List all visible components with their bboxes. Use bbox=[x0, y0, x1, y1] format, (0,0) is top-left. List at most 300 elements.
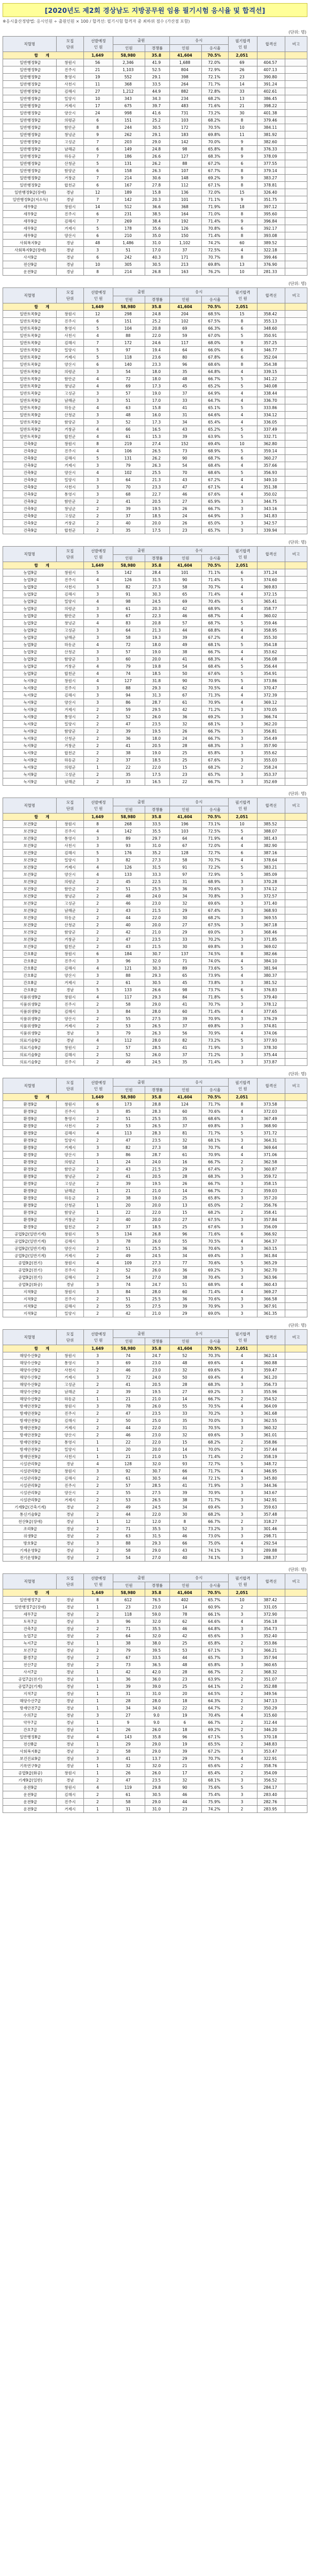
cell-rate: 72.0% bbox=[202, 842, 229, 850]
cell-cut: 372.90 bbox=[257, 1611, 285, 1618]
table-row bbox=[3, 1741, 307, 1748]
cell-apply: 71 bbox=[113, 1625, 145, 1633]
cell-rate: 70.2% bbox=[202, 1410, 229, 1417]
cell-ratio: 20.5 bbox=[145, 742, 169, 750]
cell-pass: 3 bbox=[228, 878, 257, 886]
cell-cut: 357.90 bbox=[257, 742, 285, 750]
cell-cut: 346.95 bbox=[257, 1468, 285, 1475]
cell-job: 보건7급 bbox=[3, 1647, 57, 1654]
cell-apply: 94 bbox=[113, 692, 145, 699]
cell-apply: 60 bbox=[113, 656, 145, 663]
cell-apply: 55 bbox=[113, 1489, 145, 1497]
cell-apply: 21 bbox=[113, 1453, 145, 1461]
table-row bbox=[3, 376, 307, 383]
table-row bbox=[3, 426, 307, 433]
cell-recruit: 27 bbox=[84, 88, 113, 95]
cell-attend: 31 bbox=[169, 1425, 202, 1432]
cell-ratio: 19.3 bbox=[145, 634, 169, 641]
cell-pass: 15 bbox=[228, 311, 257, 318]
table-row bbox=[3, 1755, 307, 1762]
cell-apply: 79 bbox=[113, 663, 145, 670]
cell-attend: 213 bbox=[169, 261, 202, 268]
cell-attend: 25 bbox=[169, 1683, 202, 1690]
cell-pass: 5 bbox=[228, 376, 257, 383]
cell-rate: 71.6% bbox=[202, 103, 229, 110]
cell-pass: 2 bbox=[228, 1719, 257, 1726]
cell-cut: 346.20 bbox=[257, 1726, 285, 1734]
cell-cut: 352.69 bbox=[257, 778, 285, 786]
cell-remark bbox=[285, 1260, 307, 1267]
cell-remark bbox=[285, 376, 307, 383]
cell-rate: 66.1% bbox=[202, 1611, 229, 1618]
cell-job: 일반행정9급 bbox=[3, 81, 57, 88]
cell-job: 보건진료9급 bbox=[3, 1755, 57, 1762]
cell-pass: 5 bbox=[228, 641, 257, 649]
cell-recruit: 3 bbox=[84, 692, 113, 699]
header-apply-rate: 경쟁률 bbox=[145, 45, 169, 52]
cell-apply: 39 bbox=[113, 505, 145, 513]
cell-remark bbox=[285, 1281, 307, 1289]
cell-cut: 358.15 bbox=[257, 1180, 285, 1188]
cell-rate: 66.7% bbox=[202, 376, 229, 383]
cell-attend: 91 bbox=[169, 864, 202, 871]
cell-apply: 131 bbox=[113, 455, 145, 462]
cell-pass: 3 bbox=[228, 714, 257, 721]
cell-remark bbox=[285, 1180, 307, 1188]
cell-region: 김해시 bbox=[56, 1052, 84, 1059]
cell-remark bbox=[285, 1762, 307, 1770]
cell-cut: 341.22 bbox=[257, 376, 285, 383]
cell-recruit: 2 bbox=[84, 1180, 113, 1188]
cell-recruit: 2 bbox=[84, 1388, 113, 1396]
cell-pass: 3 bbox=[228, 1303, 257, 1310]
cell-apply: 109 bbox=[113, 1260, 145, 1267]
cell-cut: 381.52 bbox=[257, 979, 285, 987]
cell-region: 양산시 bbox=[56, 1015, 84, 1023]
cell-apply: 36 bbox=[113, 1676, 145, 1683]
table-row bbox=[3, 757, 307, 764]
cell-recruit: 4 bbox=[84, 663, 113, 670]
cell-attend: 58 bbox=[169, 584, 202, 591]
cell-attend: 13 bbox=[169, 1202, 202, 1209]
cell-job: 일반행정9급 bbox=[3, 124, 57, 131]
cell-ratio: 17.3 bbox=[145, 419, 169, 426]
cell-attend: 23 bbox=[169, 527, 202, 534]
cell-ratio: 26.0 bbox=[145, 1403, 169, 1410]
cell-attend: 137 bbox=[169, 951, 202, 958]
cell-remark bbox=[285, 979, 307, 987]
cell-cut: 353.86 bbox=[257, 1640, 285, 1647]
cell-pass: 4 bbox=[228, 1238, 257, 1245]
cell-pass: 3 bbox=[228, 1388, 257, 1396]
cell-job: 일반토목9급 bbox=[3, 390, 57, 397]
table-row bbox=[3, 1654, 307, 1662]
cell-recruit: 3 bbox=[84, 1352, 113, 1360]
cell-recruit: 2 bbox=[84, 936, 113, 943]
cell-recruit: 2 bbox=[84, 750, 113, 757]
cell-rate: 67.2% bbox=[202, 634, 229, 641]
cell-remark bbox=[285, 721, 307, 728]
cell-rate: 70.9% bbox=[202, 1489, 229, 1497]
cell-job: 전산7급 bbox=[3, 1662, 57, 1669]
cell-ratio: 26.2 bbox=[145, 160, 169, 167]
cell-ratio: 25.2 bbox=[145, 117, 169, 124]
cell-job: 보건9급 bbox=[3, 864, 57, 871]
cell-cut: 350.91 bbox=[257, 332, 285, 340]
cell-rate: 68.2% bbox=[202, 95, 229, 103]
cell-recruit: 1 bbox=[84, 1202, 113, 1209]
cell-recruit: 4 bbox=[84, 677, 113, 685]
cell-attend: 51 bbox=[169, 1281, 202, 1289]
table-row bbox=[3, 1604, 307, 1611]
cell-recruit: 3 bbox=[84, 1108, 113, 1115]
cell-remark bbox=[285, 1052, 307, 1059]
table-row bbox=[3, 139, 307, 146]
cell-ratio: 22.0 bbox=[145, 1209, 169, 1216]
table-row bbox=[3, 1245, 307, 1252]
cell-recruit: 10 bbox=[84, 95, 113, 103]
cell-remark bbox=[285, 1468, 307, 1475]
cell-apply: 53 bbox=[113, 1123, 145, 1130]
cell-cut: 358.24 bbox=[257, 764, 285, 771]
cell-cut: 362.70 bbox=[257, 1267, 285, 1274]
cell-region: 하동군 bbox=[56, 404, 84, 412]
cell-job: 방재안전9급 bbox=[3, 1417, 57, 1425]
table-row bbox=[3, 1640, 307, 1647]
header-attend-rate: 응시율 bbox=[202, 806, 229, 814]
cell-cut: 354.09 bbox=[257, 1770, 285, 1777]
cell-region: 김해시 bbox=[56, 455, 84, 462]
cell-remark bbox=[285, 311, 307, 318]
cell-remark bbox=[285, 1705, 307, 1712]
table-row bbox=[3, 929, 307, 936]
page-title: [2020년도 제2회 경상남도 지방공무원 임용 필기시험 응시율 및 합격선] bbox=[3, 3, 307, 17]
cell-pass: 3 bbox=[228, 1748, 257, 1755]
cell-attend: 32 bbox=[169, 1432, 202, 1439]
cell-recruit: 4 bbox=[84, 332, 113, 340]
cell-region: 의령군 bbox=[56, 117, 84, 124]
cell-ratio: 34.0 bbox=[145, 1705, 169, 1712]
cell-ratio: 19.5 bbox=[145, 728, 169, 735]
cell-ratio: 30.5 bbox=[145, 1475, 169, 1482]
cell-cut: 355.03 bbox=[257, 757, 285, 764]
cell-recruit: 2 bbox=[84, 771, 113, 778]
cell-attend: 64 bbox=[169, 347, 202, 354]
cell-cut: 333.86 bbox=[257, 404, 285, 412]
header-cut: 합격선 bbox=[257, 37, 285, 52]
cell-ratio: 25.5 bbox=[145, 1245, 169, 1252]
table-row bbox=[3, 864, 307, 871]
cell-recruit: 1 bbox=[84, 1640, 113, 1647]
cell-job: 해양수산9급 bbox=[3, 1360, 57, 1367]
cell-cut: 381.43 bbox=[257, 835, 285, 842]
cell-ratio: 23.0 bbox=[145, 1432, 169, 1439]
cell-pass: 8 bbox=[228, 361, 257, 368]
cell-recruit: 8 bbox=[84, 440, 113, 448]
header-attend-count: 인원 bbox=[169, 1338, 202, 1345]
table-row bbox=[3, 218, 307, 225]
cell-pass: 3 bbox=[228, 1274, 257, 1281]
cell-job: 세무9급 bbox=[3, 211, 57, 218]
cell-apply: 52 bbox=[113, 419, 145, 426]
cell-region: 경남 bbox=[56, 1777, 84, 1784]
cell-ratio: 28.0 bbox=[145, 1289, 169, 1296]
table-row bbox=[3, 103, 307, 110]
total-row bbox=[3, 1345, 307, 1352]
cell-pass: 2 bbox=[228, 1698, 257, 1705]
cell-job: 환경9급 bbox=[3, 1151, 57, 1159]
cell-attend: 59 bbox=[169, 332, 202, 340]
cell-recruit: 2 bbox=[84, 914, 113, 922]
cell-region: 사천시 bbox=[56, 332, 84, 340]
cell-job: 농업9급 bbox=[3, 584, 57, 591]
table-row bbox=[3, 491, 307, 498]
cell-apply: 51 bbox=[113, 1245, 145, 1252]
cell-ratio: 36.0 bbox=[145, 1676, 169, 1683]
cell-ratio: 20.5 bbox=[145, 1173, 169, 1180]
table-row bbox=[3, 1719, 307, 1726]
cell-job: 운전9급 bbox=[3, 1799, 57, 1806]
cell-attend: 46 bbox=[169, 1625, 202, 1633]
cell-remark bbox=[285, 922, 307, 929]
cell-ratio: 25.5 bbox=[145, 1296, 169, 1303]
cell-region: 경남 bbox=[56, 240, 84, 247]
cell-ratio: 28.7 bbox=[145, 699, 169, 706]
cell-region: 거제시 bbox=[56, 1023, 84, 1030]
cell-rate: 64.7% bbox=[202, 1705, 229, 1712]
cell-cut: 342.57 bbox=[257, 520, 285, 527]
cell-apply: 38 bbox=[113, 1640, 145, 1647]
table-row bbox=[3, 1260, 307, 1267]
cell-cut: 360.02 bbox=[257, 613, 285, 620]
cell-recruit: 2 bbox=[84, 1267, 113, 1274]
cell-remark bbox=[285, 448, 307, 455]
cell-recruit: 2 bbox=[84, 520, 113, 527]
cell-apply: 298 bbox=[113, 311, 145, 318]
cell-rate: 65.6% bbox=[202, 1762, 229, 1770]
cell-recruit: 4 bbox=[84, 1784, 113, 1791]
cell-recruit: 2 bbox=[84, 979, 113, 987]
header-recruit: 선발예정 인 원 bbox=[84, 547, 113, 562]
cell-apply: 92 bbox=[113, 1468, 145, 1475]
cell-cut: 361.35 bbox=[257, 1310, 285, 1317]
total-cut bbox=[257, 562, 285, 569]
cell-cut: 361.20 bbox=[257, 1374, 285, 1381]
cell-pass: 5 bbox=[228, 670, 257, 677]
cell-apply: 52 bbox=[113, 1052, 145, 1059]
cell-pass: 3 bbox=[228, 1296, 257, 1303]
cell-apply: 79 bbox=[113, 1030, 145, 1037]
cell-region: 경남 bbox=[56, 1719, 84, 1726]
cell-cut: 353.62 bbox=[257, 649, 285, 656]
cell-region: 창원시 bbox=[56, 1101, 84, 1108]
cell-pass: 3 bbox=[228, 721, 257, 728]
cell-job: 환경9급 bbox=[3, 1209, 57, 1216]
table-row bbox=[3, 1238, 307, 1245]
table-row bbox=[3, 390, 307, 397]
cell-remark bbox=[285, 103, 307, 110]
cell-rate: 68.4% bbox=[202, 462, 229, 469]
cell-region: 고성군 bbox=[56, 627, 84, 634]
cell-region: 김해시 bbox=[56, 965, 84, 972]
cell-job: 일반행정9급 bbox=[3, 146, 57, 153]
total-attend: 41,604 bbox=[169, 562, 202, 569]
cell-region: 김해시 bbox=[56, 218, 84, 225]
cell-ratio: 26.8 bbox=[145, 268, 169, 276]
cell-apply: 44 bbox=[113, 914, 145, 922]
cell-job: 일반토목9급 bbox=[3, 361, 57, 368]
cell-apply: 66 bbox=[113, 426, 145, 433]
cell-job: 녹지9급 bbox=[3, 728, 57, 735]
cell-cut: 366.92 bbox=[257, 1231, 285, 1238]
cell-recruit: 3 bbox=[84, 390, 113, 397]
cell-apply: 113 bbox=[113, 1130, 145, 1137]
cell-ratio: 32.0 bbox=[145, 958, 169, 965]
cell-apply: 74 bbox=[113, 1352, 145, 1360]
cell-ratio: 39.7 bbox=[145, 103, 169, 110]
cell-pass: 2 bbox=[228, 1209, 257, 1216]
cell-rate: 63.9% bbox=[202, 433, 229, 440]
cell-job: 환경9급 bbox=[3, 1144, 57, 1151]
cell-ratio: 21.0 bbox=[145, 1188, 169, 1195]
cell-pass: 4 bbox=[228, 699, 257, 706]
cell-remark bbox=[285, 347, 307, 354]
cell-recruit: 4 bbox=[84, 383, 113, 390]
cell-rate: 70.3% bbox=[202, 1352, 229, 1360]
cell-ratio: 19.0 bbox=[145, 750, 169, 757]
header-apply-group: 출원 bbox=[113, 288, 169, 296]
cell-region: 경남 bbox=[56, 1741, 84, 1748]
cell-attend: 46 bbox=[169, 1533, 202, 1540]
cell-attend: 136 bbox=[169, 189, 202, 196]
cell-rate: 67.1% bbox=[202, 1734, 229, 1741]
cell-remark bbox=[285, 325, 307, 332]
cell-cut: 397.12 bbox=[257, 204, 285, 211]
cell-cut: 322.18 bbox=[257, 247, 285, 254]
cell-remark bbox=[285, 936, 307, 943]
table-section bbox=[3, 29, 307, 276]
cell-region: 창원시 bbox=[56, 1044, 84, 1052]
cell-job: 건축9급 bbox=[3, 448, 57, 455]
cell-job: 환경9급 bbox=[3, 1115, 57, 1123]
cell-pass: 4 bbox=[228, 857, 257, 864]
header-apply-rate: 경쟁률 bbox=[145, 1087, 169, 1094]
cell-recruit: 3 bbox=[84, 1030, 113, 1037]
cell-ratio: 31.0 bbox=[145, 1690, 169, 1698]
cell-pass: 4 bbox=[228, 605, 257, 613]
cell-rate: 72.5% bbox=[202, 828, 229, 835]
cell-pass: 4 bbox=[228, 390, 257, 397]
header-recruit: 선발예정 인 원 bbox=[84, 1078, 113, 1094]
cell-region: 거창군 bbox=[56, 426, 84, 433]
cell-region: 사천시 bbox=[56, 81, 84, 88]
cell-ratio: 38.5 bbox=[145, 211, 169, 218]
cell-job: 식품위생9급 bbox=[3, 1030, 57, 1037]
header-job: 직렬명 bbox=[3, 798, 57, 814]
total-recruit: 1,649 bbox=[84, 303, 113, 311]
cell-attend: 164 bbox=[169, 211, 202, 218]
cell-recruit: 12 bbox=[84, 189, 113, 196]
cell-pass: 8 bbox=[228, 318, 257, 325]
cell-remark bbox=[285, 1511, 307, 1518]
cell-apply: 142 bbox=[113, 569, 145, 577]
cell-attend: 124 bbox=[169, 1101, 202, 1108]
table-row bbox=[3, 1108, 307, 1115]
cell-attend: 103 bbox=[169, 828, 202, 835]
table-section bbox=[3, 1323, 307, 1562]
cell-recruit: 6 bbox=[84, 117, 113, 124]
header-recruit: 선발예정 인 원 bbox=[84, 1330, 113, 1345]
cell-region: 진주시 bbox=[56, 1799, 84, 1806]
cell-ratio: 24.8 bbox=[145, 311, 169, 318]
cell-pass: 26 bbox=[228, 66, 257, 74]
table-row bbox=[3, 1180, 307, 1188]
cell-attend: 64 bbox=[169, 835, 202, 842]
cell-cut: 348.83 bbox=[257, 1741, 285, 1748]
cell-cut: 360.87 bbox=[257, 1166, 285, 1173]
cell-cut: 354.49 bbox=[257, 735, 285, 742]
cell-rate: 65.7% bbox=[202, 527, 229, 534]
cell-pass: 3 bbox=[228, 706, 257, 714]
cell-job: 농업9급 bbox=[3, 569, 57, 577]
cell-rate: 64.6% bbox=[202, 412, 229, 419]
cell-rate: 68.3% bbox=[202, 153, 229, 160]
cell-region: 거창군 bbox=[56, 1216, 84, 1224]
cell-region: 거제시 bbox=[56, 1806, 84, 1813]
cell-job: 해양수산9급 bbox=[3, 1388, 57, 1396]
cell-region: 거제시 bbox=[56, 864, 84, 871]
cell-apply: 61 bbox=[113, 1475, 145, 1482]
cell-apply: 84 bbox=[113, 1289, 145, 1296]
cell-rate: 72.8% bbox=[202, 88, 229, 95]
cell-job: 시설관리9급 bbox=[3, 1468, 57, 1475]
table-row bbox=[3, 1453, 307, 1461]
cell-remark bbox=[285, 498, 307, 505]
cell-ratio: 39.5 bbox=[145, 1647, 169, 1654]
cell-apply: 12 bbox=[113, 1518, 145, 1526]
cell-cut: 372.57 bbox=[257, 893, 285, 900]
cell-cut: 364.09 bbox=[257, 1403, 285, 1410]
cell-pass: 9 bbox=[228, 139, 257, 146]
cell-job: 지적9급 bbox=[3, 1289, 57, 1296]
cell-rate: 74.5% bbox=[202, 951, 229, 958]
cell-region: 경남 bbox=[56, 1618, 84, 1625]
header-cut: 합격선 bbox=[257, 1574, 285, 1589]
table-row bbox=[3, 1115, 307, 1123]
cell-ratio: 35.0 bbox=[145, 232, 169, 240]
cell-apply: 42 bbox=[113, 1310, 145, 1317]
table-row bbox=[3, 1159, 307, 1166]
cell-job: 농업9급 bbox=[3, 598, 57, 605]
cell-apply: 43 bbox=[113, 907, 145, 914]
cell-apply: 20 bbox=[113, 1202, 145, 1209]
table-row bbox=[3, 1625, 307, 1633]
cell-pass: 5 bbox=[228, 1784, 257, 1791]
cell-ratio: 39.0 bbox=[145, 1683, 169, 1690]
cell-rate: 68.2% bbox=[202, 914, 229, 922]
cell-remark bbox=[285, 1044, 307, 1052]
cell-apply: 98 bbox=[113, 598, 145, 605]
cell-recruit: 3 bbox=[84, 699, 113, 706]
cell-recruit: 3 bbox=[84, 419, 113, 426]
cell-rate: 72.5% bbox=[202, 247, 229, 254]
cell-region: 하동군 bbox=[56, 641, 84, 649]
cell-attend: 126 bbox=[169, 225, 202, 232]
cell-attend: 36 bbox=[169, 1296, 202, 1303]
cell-pass: 4 bbox=[228, 685, 257, 692]
cell-cut: 351.75 bbox=[257, 196, 285, 204]
cell-pass: 5 bbox=[228, 332, 257, 340]
